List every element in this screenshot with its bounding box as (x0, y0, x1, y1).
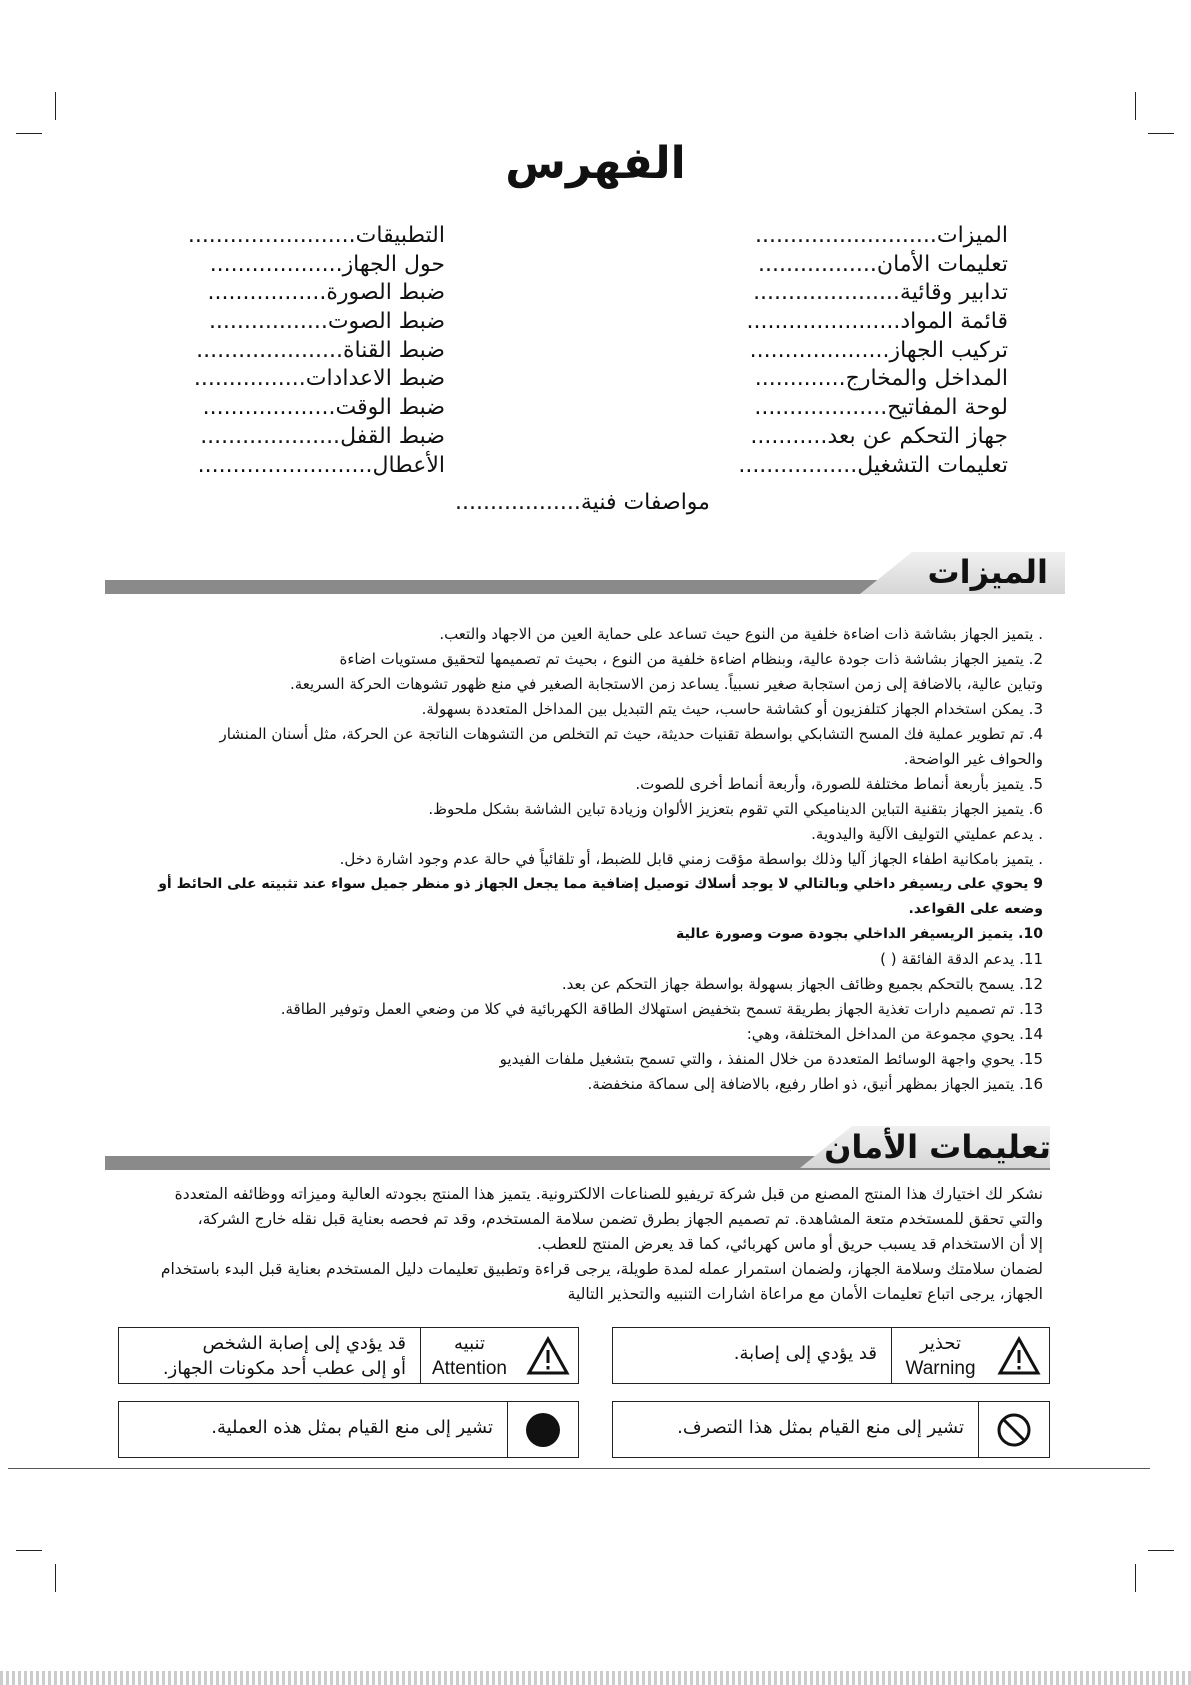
feature-line: وضعه على القواعد. (908, 901, 1043, 917)
toc-item[interactable]: ضبط الصوت................. (208, 309, 445, 335)
feature-line: 11. يدعم الدقة الفائقة ( ) (880, 950, 1043, 968)
crop-mark (55, 1564, 56, 1592)
crop-mark (1148, 1550, 1174, 1551)
safety-heading: تعليمات الأمان (824, 1128, 1051, 1166)
toc-item[interactable]: ضبط القفل.................... (200, 423, 445, 449)
toc-item[interactable]: ضبط الاعدادات................ (193, 366, 445, 392)
toc-item[interactable]: لوحة المفاتيح................... (754, 395, 1008, 421)
feature-line: وتباين عالية، بالاضافة إلى زمن استجابة صغير نسبياً. يساعد زمن الاستجابة الصغير في منع ظهور تشوهات الحركة السريعة. (289, 675, 1043, 693)
feature-line: 16. يتميز الجهاز بمظهر أنيق، ذو اطار رفيع، بالاضافة إلى سماكة منخفضة. (587, 1075, 1043, 1093)
mandatory-box (118, 1401, 579, 1458)
safety-intro (123, 1182, 1043, 1307)
warning-text: قد يؤدي إلى إصابة. (733, 1343, 877, 1364)
warning-triangle-icon (518, 1328, 578, 1383)
feature-line: 5. يتميز بأربعة أنماط مختلفة للصورة، وأربعة أنماط أخرى للصوت. (635, 775, 1043, 793)
toc-right-column (738, 222, 1008, 480)
attention-label: تنبيه Attention (420, 1328, 518, 1383)
attention-box (118, 1327, 579, 1384)
toc-item[interactable]: التطبيقات........................ (187, 223, 445, 248)
features-heading: الميزات (927, 553, 1048, 591)
page-title: الفهرس (505, 138, 686, 189)
prohibition-box (612, 1401, 1050, 1458)
toc-item[interactable]: ضبط الوقت................... (202, 395, 445, 421)
toc-item[interactable]: المداخل والمخارج............. (754, 366, 1008, 392)
toc-item[interactable]: الأعطال......................... (197, 452, 445, 478)
crop-mark (1148, 133, 1174, 134)
toc-item[interactable]: ضبط الصورة................. (207, 280, 445, 306)
feature-line: 9 يحوي على ريسيفر داخلي وبالتالي لا يوجد أسلاك توصيل إضافية مما يجعل الجهاز ذو منظر جميل سواء عند تثبيته على الحائط أو (158, 876, 1043, 892)
attention-text: قد يؤدي إلى إصابة الشخص أو إلى عطب أحد مكونات الجهاز. (162, 1333, 406, 1379)
feature-line: 3. يمكن استخدام الجهاز كتلفزيون أو كشاشة حاسب، حيث يتم التبديل بين المداخل المتعددة بسهولة. (421, 700, 1043, 718)
toc-item-specs[interactable]: مواصفات فنية.................. (455, 490, 710, 515)
toc-item[interactable]: جهاز التحكم عن بعد........... (750, 423, 1008, 449)
warning-label: تحذير Warning (891, 1328, 989, 1383)
toc-item[interactable]: تعليمات الأمان................. (758, 251, 1008, 277)
filled-circle-icon (508, 1402, 578, 1457)
page-divider (8, 1468, 1150, 1469)
crop-mark (1135, 92, 1136, 120)
feature-line: 2. يتميز الجهاز بشاشة ذات جودة عالية، وبنظام اضاءة خلفية من النوع ، بحيث تم تصميمها لتحقيق مستويات اضاءة (339, 650, 1043, 668)
prohibition-text: تشير إلى منع القيام بمثل هذا التصرف. (677, 1402, 979, 1457)
scan-band (0, 1671, 1191, 1685)
features-list (158, 622, 1043, 1097)
toc-item[interactable]: حول الجهاز................... (209, 251, 445, 277)
safety-line: الجهاز، يرجى اتباع تعليمات الأمان مع مراعاة اشارات التنبيه والتحذير التالية (567, 1285, 1043, 1303)
toc-item[interactable]: قائمة المواد...................... (746, 309, 1008, 335)
feature-line: 13. تم تصميم دارات تغذية الجهاز بطريقة تسمح بتخفيض استهلاك الطاقة الكهربائية في كلا من وضعي العمل وتوفير الطاقة. (280, 1000, 1043, 1018)
feature-line: 14. يحوي مجموعة من المداخل المختلفة، وهي: (746, 1025, 1043, 1043)
feature-line: 6. يتميز الجهاز بتقنية التباين الديناميكي التي تقوم بتعزيز الألوان وزيادة تباين الشاشة بشكل ملحوظ. (428, 800, 1043, 818)
mandatory-text: تشير إلى منع القيام بمثل هذه العملية. (211, 1402, 508, 1457)
feature-line: والحواف غير الواضحة. (903, 750, 1043, 768)
safety-line: لضمان سلامتك وسلامة الجهاز، ولضمان استمرار عمله لمدة طويلة، يرجى قراءة وتطبيق تعليمات دليل المستخدم بعناية قبل البدء باستخدام (160, 1260, 1043, 1278)
toc-item[interactable]: ضبط القناة..................... (196, 337, 445, 363)
feature-line: 15. يحوي واجهة الوسائط المتعددة من خلال المنفذ ، والتي تسمح بتشغيل ملفات الفيديو (499, 1050, 1043, 1068)
crop-mark (16, 133, 42, 134)
safety-line: نشكر لك اختيارك هذا المنتج المصنع من قبل شركة تريفيو للصناعات الالكترونية. يتميز هذا المنتج بجودته العالية وميزاته ووظائفه المتعددة (174, 1185, 1043, 1203)
feature-line: 4. تم تطوير عملية فك المسح التشابكي بواسطة تقنيات حديثة، حيث تم التخلص من التشوهات الناتجة عن الحركة، مثل أسنان المنشار (219, 725, 1043, 743)
warning-triangle-icon (989, 1328, 1049, 1383)
toc-item[interactable]: الميزات.......................... (755, 223, 1008, 248)
crop-mark (1135, 1564, 1136, 1592)
warning-box (612, 1327, 1050, 1384)
prohibition-icon (979, 1402, 1049, 1457)
feature-line: . يدعم عمليتي التوليف الآلية واليدوية. (811, 825, 1043, 843)
feature-line: . يتميز الجهاز بشاشة ذات اضاءة خلفية من النوع حيث تساعد على حماية العين من الاجهاد والتعب. (439, 625, 1043, 643)
safety-line: إلا أن الاستخدام قد يسبب حريق أو ماس كهربائي، كما قد يعرض المنتج للعطب. (536, 1235, 1043, 1253)
crop-mark (16, 1550, 42, 1551)
feature-line: 10. يتميز الريسيفر الداخلي بجودة صوت وصورة عالية (676, 926, 1043, 942)
feature-line: . يتميز بامكانية اطفاء الجهاز آليا وذلك بواسطة مؤقت زمني قابل للضبط، أو تلقائياً في حالة عدم وجود اشارة دخل. (339, 850, 1043, 868)
toc-item[interactable]: تعليمات التشغيل................. (738, 452, 1008, 478)
feature-line: 12. يسمح بالتحكم بجميع وظائف الجهاز بسهولة بواسطة جهاز التحكم عن بعد. (561, 975, 1043, 993)
safety-line: والتي تحقق للمستخدم متعة المشاهدة. تم تصميم الجهاز بطرق تضمن سلامة المستخدم، وقد تم فحصه بعناية قبل نقله خارج الشركة، (197, 1210, 1043, 1228)
toc-item[interactable]: تدابير وقائية..................... (753, 280, 1008, 306)
toc-item[interactable]: تركيب الجهاز.................... (749, 337, 1008, 363)
crop-mark (55, 92, 56, 120)
toc-left-column (188, 222, 445, 480)
